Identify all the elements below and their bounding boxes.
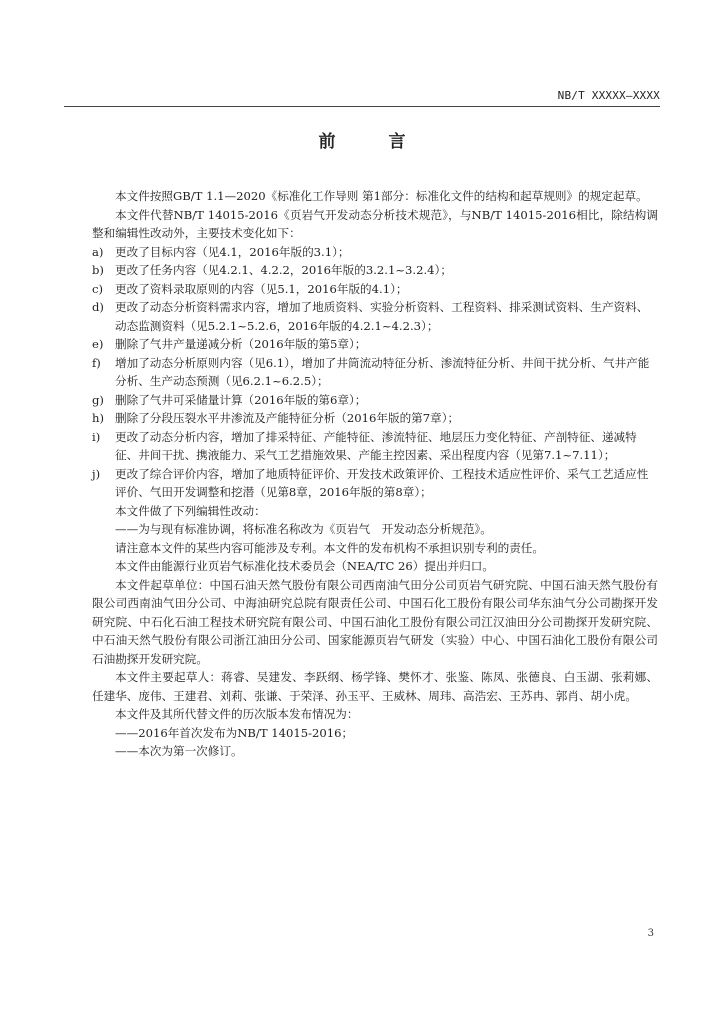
list-item — [92, 354, 658, 391]
list-item-text: 更改了综合评价内容，增加了地质特征评价、开发技术政策评价、工程技术适应性评价、采气工艺适应性评价、气田开发调整和挖潜（见第8章，2016年版的第8章）； — [115, 466, 649, 499]
dash-item-first-release: ——2016年首次发布为NB/T 14015-2016； — [115, 725, 354, 740]
paragraph-patent-notice: 请注意本文件的某些内容可能涉及专利。本文件的发布机构不承担识别专利的责任。 — [115, 540, 544, 555]
page-title: 前 言 — [318, 132, 424, 152]
dash-item-revision: ——本次为第一次修订。 — [115, 744, 243, 758]
list-item-marker: c) — [92, 281, 104, 296]
change-list — [92, 243, 658, 502]
list-item-marker: a) — [92, 244, 104, 259]
paragraph-committee: 本文件由能源行业页岩气标准化技术委员会（NEA/TC 26）提出并归口。 — [115, 559, 494, 573]
paragraph-editorial-changes: 本文件做了下列编辑性改动： — [115, 503, 266, 518]
list-item-text: 更改了资料录取原则的内容（见5.1，2016年版的4.1）； — [115, 281, 408, 296]
list-item — [92, 335, 658, 354]
list-item — [92, 243, 658, 262]
list-item-text: 更改了动态分析资料需求内容，增加了地质资料、实验分析资料、工程资料、排采测试资料、生产资料、动态监测资料（见5.2.1~5.2.6，2016年版的4.2.1~4.2.3）； — [115, 300, 649, 333]
list-item-text: 更改了目标内容（见4.1，2016年版的3.1）； — [115, 244, 350, 259]
dash-item-title-change: ——为与现有标准协调，将标准名称改为《页岩气 开发动态分析规范》。 — [115, 522, 492, 536]
header-divider — [64, 106, 660, 107]
document-body — [92, 187, 658, 761]
list-item — [92, 391, 658, 410]
list-item — [92, 409, 658, 428]
list-item-marker: j) — [92, 466, 101, 481]
paragraph-replacement: 本文件代替NB/T 14015-2016《页岩气开发动态分析技术规范》，与NB/T 14015-2016相比，除结构调整和编辑性改动外，主要技术变化如下： — [92, 207, 658, 240]
list-item-text: 删除了气井可采储量计算（2016年版的第6章）； — [115, 392, 367, 407]
paragraph-drafters: 本文件主要起草人：蒋睿、吴建发、李跃纲、杨学锋、樊怀才、张鉴、陈凤、张德良、白玉湖、张莉娜、任建华、庞伟、王建君、刘莉、张谦、于荣泽、孙玉平、王威林、周玮、高浩宏、王苏冉、郭肖、胡小虎。 — [92, 670, 658, 703]
list-item — [92, 428, 658, 465]
list-item-marker: h) — [92, 411, 104, 425]
list-item-text: 增加了动态分析原则内容（见6.1），增加了井筒流动特征分析、渗流特征分析、井间干扰分析、气井产能分析、生产动态预测（见6.2.1~6.2.5）； — [115, 355, 650, 388]
paragraph-standard-basis: 本文件按照GB/T 1.1—2020《标准化工作导则 第1部分：标准化文件的结构和起草规则》的规定起草。 — [115, 189, 648, 203]
page-number: 3 — [647, 928, 654, 939]
list-item-marker: g) — [92, 392, 104, 407]
list-item — [92, 261, 658, 280]
list-item-text: 更改了任务内容（见4.2.1、4.2.2，2016年版的3.2.1~3.2.4）； — [115, 263, 452, 277]
list-item-text: 删除了分段压裂水平井渗流及产能特征分析（2016年版的第7章）； — [115, 411, 460, 425]
list-item — [92, 298, 658, 335]
list-item-marker: b) — [92, 263, 104, 277]
paragraph-drafting-units: 本文件起草单位：中国石油天然气股份有限公司西南油气田分公司页岩气研究院、中国石油天然气股份有限公司西南油气田分公司、中海油研究总院有限责任公司、中国石化工股份有限公司华东油气分公司勘探开发研究院、中石化石油工程技术研究院有限公司、中国石油化工股份有限公司江汉油田分公司勘探开发研究院、中石油天然气股份有限公司浙江油田分公司、国家能源页岩气研发（实验）中心、中国石油化工股份有限公司石油勘探开发研究院。 — [92, 577, 658, 666]
list-item-text: 更改了动态分析内容，增加了排采特征、产能特征、渗流特征、地层压力变化特征、产剖特征、递减特征、井间干扰、携液能力、采气工艺措施效果、产能主控因素、采出程度内容（见第7.1~7.11）； — [115, 429, 637, 462]
list-item-marker: i) — [92, 429, 101, 444]
document-code: NB/T XXXXX—XXXX — [557, 89, 660, 102]
list-item-marker: d) — [92, 300, 104, 314]
paragraph-version-history: 本文件及其所代替文件的历次版本发布情况为： — [115, 707, 359, 721]
list-item-marker: f) — [92, 355, 101, 370]
list-item-text: 删除了气井产量递减分析（2016年版的第5章）； — [115, 337, 367, 351]
list-item — [92, 465, 658, 502]
list-item — [92, 280, 658, 299]
list-item-marker: e) — [92, 337, 104, 351]
